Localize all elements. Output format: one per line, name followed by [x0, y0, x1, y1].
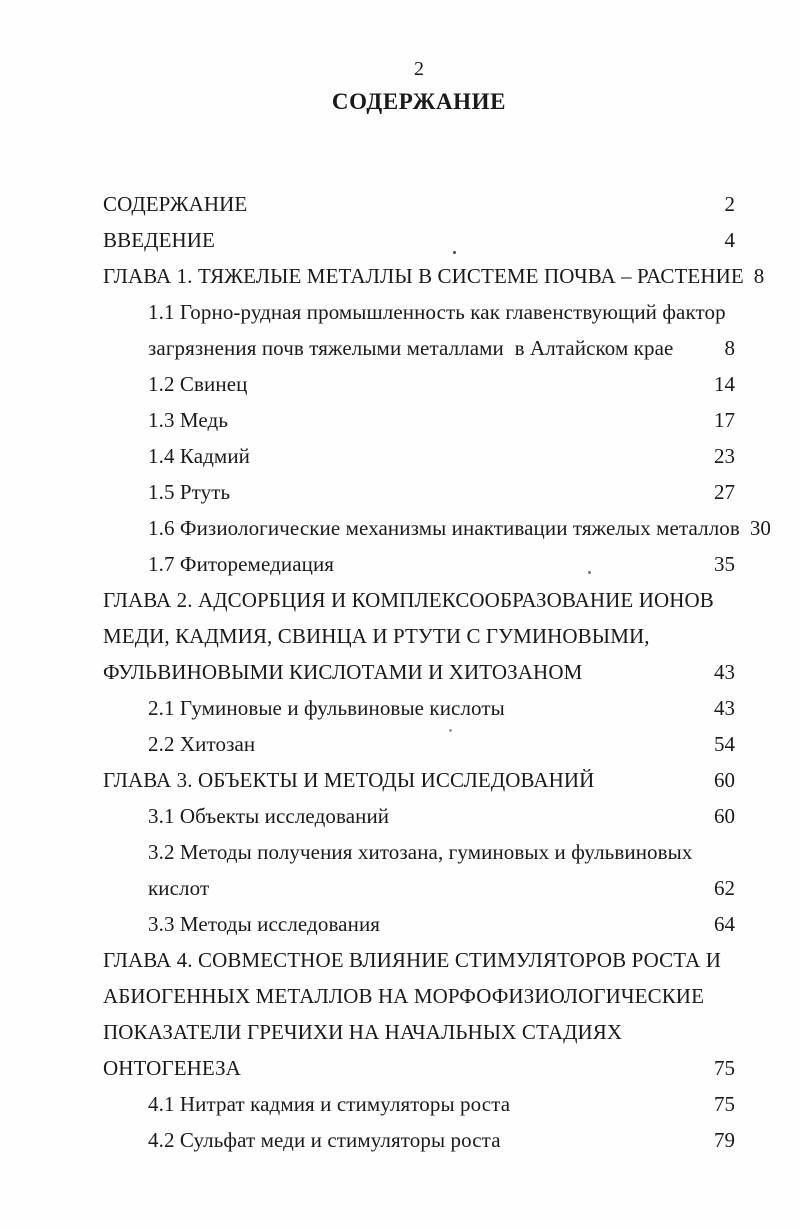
toc-row	[103, 402, 735, 438]
toc-row	[103, 1122, 735, 1158]
toc-entry-page-number: 43	[714, 696, 735, 720]
toc-entry-page-number: 62	[714, 876, 735, 900]
toc-row	[103, 546, 735, 582]
toc-entry-page-number: 14	[714, 372, 735, 396]
toc-entry-page-number: 64	[714, 912, 735, 936]
toc-entry-text: 2.2 Хитозан	[148, 732, 256, 756]
toc-row	[103, 798, 735, 834]
toc-row	[103, 438, 735, 474]
toc-entry-text: 3.1 Объекты исследований	[148, 804, 390, 828]
toc-row	[103, 510, 771, 546]
toc-entry-text: СОДЕРЖАНИЕ	[103, 192, 248, 216]
toc-entry-text: 1.4 Кадмий	[148, 444, 251, 468]
toc-entry-text: 1.5 Ртуть	[148, 480, 231, 504]
toc-row	[103, 366, 735, 402]
toc-row	[103, 834, 735, 870]
toc-row	[103, 582, 735, 618]
toc-entry-page-number: 60	[714, 804, 735, 828]
toc-entry-page-number: 35	[714, 552, 735, 576]
toc-entry-text: 1.6 Физиологические механизмы инактивации тяжелых металлов	[148, 516, 740, 540]
toc-entry-text: ФУЛЬВИНОВЫМИ КИСЛОТАМИ И ХИТОЗАНОМ	[103, 660, 583, 684]
toc-entry-text: ВВЕДЕНИЕ	[103, 228, 215, 252]
scan-artifact-dot	[449, 729, 452, 732]
toc-entry-text: 1.7 Фиторемедиация	[148, 552, 335, 576]
toc-row	[103, 870, 735, 906]
toc-entry-page-number: 17	[714, 408, 735, 432]
toc-entry-page-number: 60	[714, 768, 735, 792]
toc-row	[103, 222, 735, 258]
toc-entry-text: ГЛАВА 4. СОВМЕСТНОЕ ВЛИЯНИЕ СТИМУЛЯТОРОВ РОСТА И	[103, 948, 722, 972]
toc-entry-text: 4.1 Нитрат кадмия и стимуляторы роста	[148, 1092, 511, 1116]
toc-row	[103, 1050, 735, 1086]
toc-row	[103, 618, 735, 654]
toc-entry-text: АБИОГЕННЫХ МЕТАЛЛОВ НА МОРФОФИЗИОЛОГИЧЕСКИЕ	[103, 984, 705, 1008]
toc-entry-text: загрязнения почв тяжелыми металлами в Алтайском крае	[148, 336, 674, 360]
toc-entry-text: 4.2 Сульфат меди и стимуляторы роста	[148, 1128, 501, 1152]
toc-entry-text: ПОКАЗАТЕЛИ ГРЕЧИХИ НА НАЧАЛЬНЫХ СТАДИЯХ	[103, 1020, 623, 1044]
toc-entry-text: кислот	[148, 876, 210, 900]
toc-entry-page-number: 30	[749, 516, 771, 540]
toc-entry-page-number: 75	[714, 1056, 735, 1080]
toc-row	[103, 942, 735, 978]
toc-row	[103, 474, 735, 510]
toc-row	[103, 294, 735, 330]
toc-row	[103, 258, 765, 294]
toc-row	[103, 690, 735, 726]
toc-entry-text: МЕДИ, КАДМИЯ, СВИНЦА И РТУТИ С ГУМИНОВЫМИ,	[103, 624, 650, 648]
toc-entry-page-number: 43	[714, 660, 735, 684]
toc-row	[103, 330, 735, 366]
toc-row	[103, 1014, 735, 1050]
table-of-contents	[103, 186, 771, 1158]
toc-row	[103, 762, 735, 798]
toc-entry-page-number: 75	[714, 1092, 735, 1116]
toc-entry-text: ОНТОГЕНЕЗА	[103, 1056, 241, 1080]
page-title: СОДЕРЖАНИЕ	[331, 89, 507, 114]
toc-entry-page-number: 23	[714, 444, 735, 468]
toc-entry-text: 1.1 Горно-рудная промышленность как главенствующий фактор	[148, 300, 726, 324]
toc-entry-page-number: 8	[724, 336, 735, 360]
toc-entry-page-number: 2	[724, 192, 735, 216]
toc-entry-page-number: 27	[714, 480, 735, 504]
toc-entry-text: 3.2 Методы получения хитозана, гуминовых и фульвиновых	[148, 840, 693, 864]
toc-entry-text: 1.2 Свинец	[148, 372, 248, 396]
toc-entry-text: ГЛАВА 3. ОБЪЕКТЫ И МЕТОДЫ ИССЛЕДОВАНИЙ	[103, 768, 595, 792]
toc-entry-text: ГЛАВА 2. АДСОРБЦИЯ И КОМПЛЕКСООБРАЗОВАНИЕ ИОНОВ	[103, 588, 714, 612]
toc-entry-text: 2.1 Гуминовые и фульвиновые кислоты	[148, 696, 505, 720]
toc-entry-text: 3.3 Методы исследования	[148, 912, 381, 936]
toc-row	[103, 186, 735, 222]
toc-entry-page-number: 8	[753, 264, 765, 288]
toc-entry-text: 1.3 Медь	[148, 408, 229, 432]
toc-entry-page-number: 4	[724, 228, 735, 252]
toc-row	[103, 906, 735, 942]
toc-row	[103, 978, 735, 1014]
toc-entry-text: ГЛАВА 1. ТЯЖЕЛЫЕ МЕТАЛЛЫ В СИСТЕМЕ ПОЧВА – РАСТЕНИЕ	[103, 264, 744, 288]
toc-row	[103, 726, 735, 762]
toc-entry-page-number: 54	[714, 732, 735, 756]
scan-artifact-dot	[588, 571, 591, 574]
toc-row	[103, 1086, 735, 1122]
toc-entry-page-number: 79	[714, 1128, 735, 1152]
page-number: 2	[414, 58, 424, 80]
scan-artifact-dot	[453, 251, 456, 254]
toc-row	[103, 654, 735, 690]
